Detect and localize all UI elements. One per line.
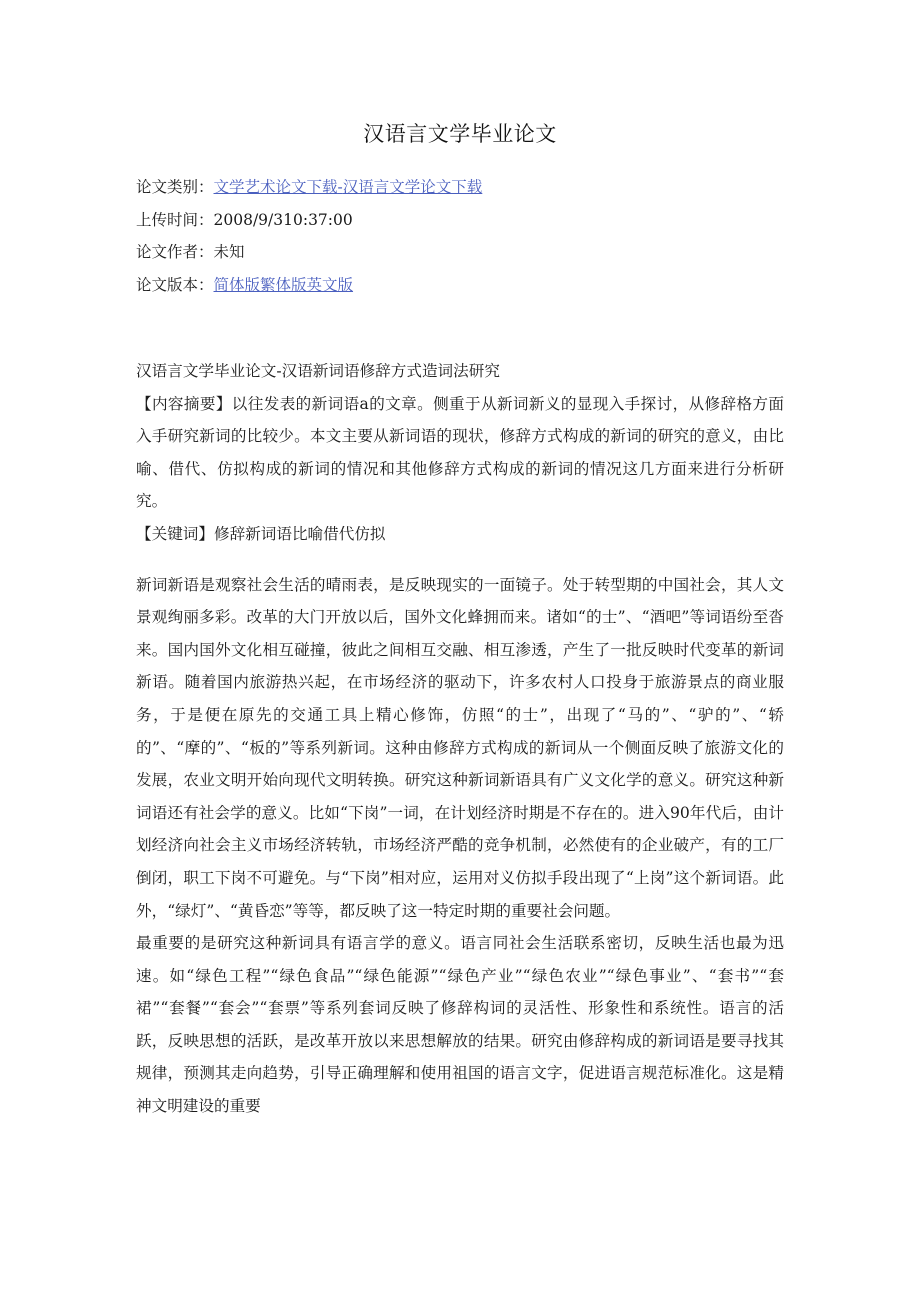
- meta-version-label: 论文版本：: [136, 275, 214, 294]
- abstract-paragraph: 【内容摘要】以往发表的新词语a的文章。侧重于从新词新义的显现入手探讨，从修辞格方面入手研究新词的比较少。本文主要从新词语的现状，修辞方式构成的新词的研究的意义，由比喻、借代、仿拟构成的新词的情况和其他修辞方式构成的新词的情况这几方面来进行分析研究。: [136, 394, 784, 511]
- meta-category-label: 论文类别：: [136, 178, 214, 196]
- body-paragraph-1: 新词新语是观察社会生活的晴雨表，是反映现实的一面镜子。处于转型期的中国社会，其人文景观绚丽多彩。改革的大门开放以后，国外文化蜂拥而来。诸如“的士”、“酒吧”等词语纷至沓来。国内国外文化相互碰撞，彼此之间相互交融、相互渗透，产生了一批反映时代变革的新词新语。随着国内旅游热兴起，在市场经济的驱动下，许多农村人口投身于旅游景点的商业服务，于是便在原先的交通工具上精心修饰，仿照“的士”，出现了“马的”、“驴的”、“轿的”、“摩的”、“板的”等系列新词。这种由修辞方式构成的新词从一个侧面反映了旅游文化的发展，农业文明开始向现代文明转换。研究这种新词新语具有广义文化学的意义。研究这种新词语还有社会学的意义。比如“下岗”一词，在计划经济时期是不存在的。进入90年代后，由计划经济向社会主义市场经济转轨，市场经济严酷的竞争机制，必然使有的企业破产，有的工厂倒闭，职工下岗不可避免。与“下岗”相对应，运用对义仿拟手段出现了“上岗”这个新词语。此外，“绿灯”、“黄昏恋”等等，都反映了这一特定时期的重要社会问题。: [136, 575, 784, 920]
- meta-category-row: [136, 176, 786, 209]
- keywords-paragraph: 【关键词】修辞新词语比喻借代仿拟: [136, 524, 386, 543]
- version-link[interactable]: 简体版繁体版英文版: [213, 275, 354, 294]
- category-link-chinese-literature[interactable]: 汉语言文学论文下载: [342, 178, 483, 196]
- article-body: [136, 355, 784, 1123]
- document-title: 汉语言文学毕业论文: [363, 122, 557, 146]
- body-paragraph-2: 最重要的是研究这种新词具有语言学的意义。语言同社会生活联系密切，反映生活也最为迅速。如“绿色工程”“绿色食品”“绿色能源”“绿色产业”“绿色农业”“绿色事业”、“套书”“套裙”“套餐”“套会”“套票”等系列套词反映了修辞构词的灵活性、形象性和系统性。语言的活跃，反映思想的活跃，是改革开放以来思想解放的结果。研究由修辞构成的新词语是要寻找其规律，预测其走向趋势，引导正确理解和使用祖国的语言文字，促进语言规范标准化。这是精神文明建设的重要: [136, 934, 784, 1116]
- meta-time-label: 上传时间：: [136, 210, 214, 229]
- article-subtitle: 汉语言文学毕业论文-汉语新词语修辞方式造词法研究: [136, 362, 500, 380]
- meta-author-value: 未知: [213, 243, 245, 261]
- category-link-separator[interactable]: -: [337, 178, 343, 196]
- meta-author-label: 论文作者：: [136, 243, 214, 261]
- meta-version-row: [136, 274, 786, 307]
- paragraph-gap: [136, 551, 784, 569]
- category-link-literature-art[interactable]: 文学艺术论文下载: [213, 178, 338, 196]
- meta-time-value: 2008/9/310:37:00: [213, 210, 353, 229]
- metadata-block: [136, 176, 786, 306]
- meta-time-row: [136, 209, 786, 242]
- meta-author-row: [136, 241, 786, 274]
